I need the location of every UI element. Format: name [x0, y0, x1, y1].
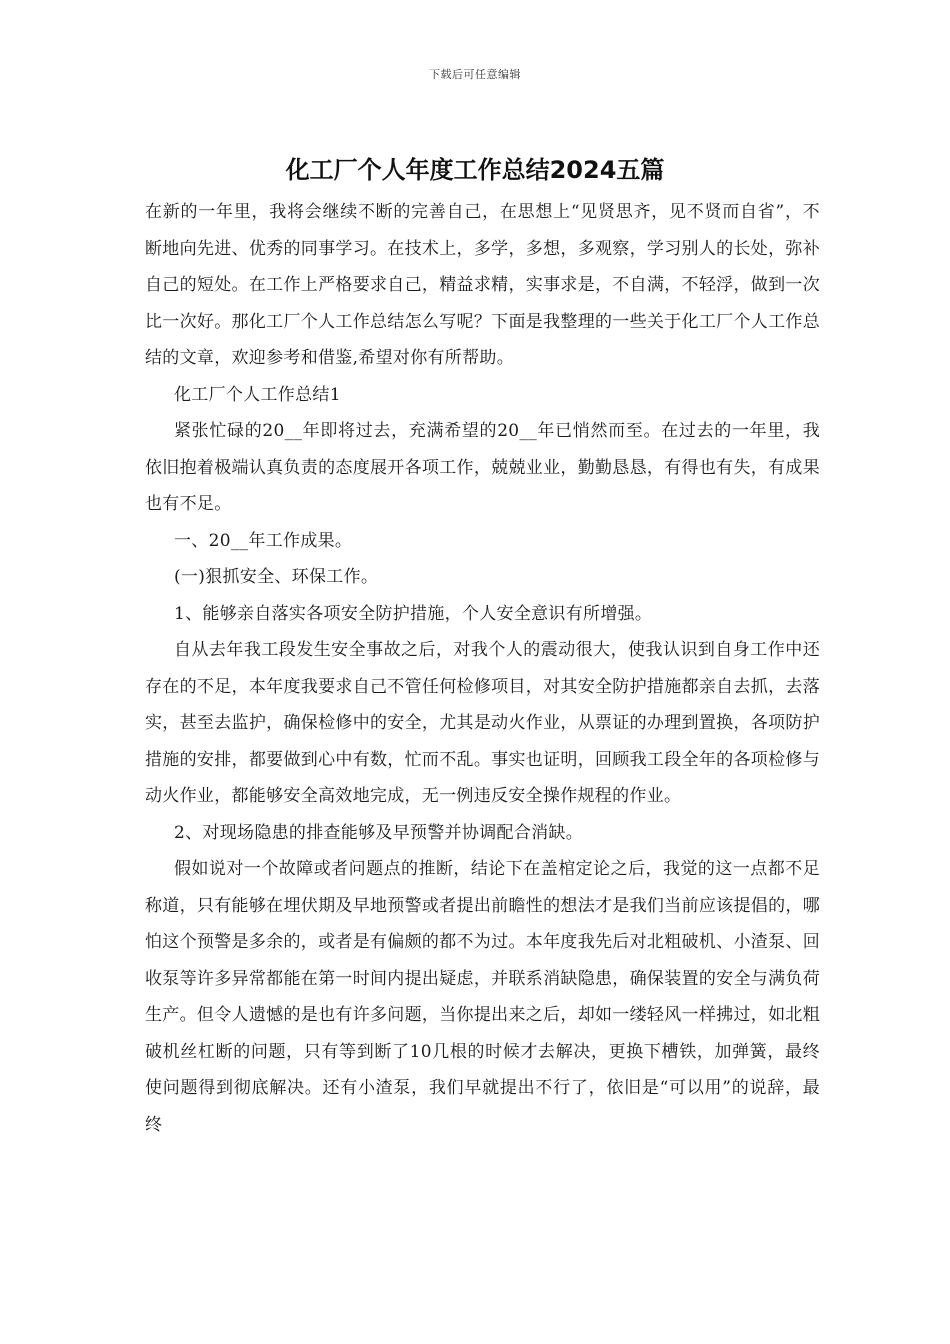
body-paragraph: 自从去年我工段发生安全事故之后，对我个人的震动很大，使我认识到自身工作中还存在的不足，本年度我要求自己不管任何检修项目，对其安全防护措施都亲自去抓，去落实，甚至去监护，确保检修中的安全，尤其是动火作业，从票证的办理到置换，各项防护措施的安排，都要做到心中有数，忙而不乱。事实也证明，回顾我工段全年的各项检修与动火作业，都能够安全高效地完成，无一例违反安全操作规程的作业。 — [145, 640, 820, 806]
document-title: 化工厂个人年度工作总结2024五篇 — [285, 156, 665, 184]
section-heading: 化工厂个人工作总结1 — [174, 384, 341, 405]
body-paragraph: 假如说对一个故障或者问题点的推断，结论下在盖棺定论之后，我觉的这一点都不足称道，只有能够在埋伏期及早地预警或者提出前瞻性的想法才是我们当前应该提倡的，哪怕这个预警是多余的，或者是有偏颇的都不为过。本年度我先后对北粗破机、小渣泵、回收泵等许多异常都能在第一时间内提出疑虑，并联系消缺隐患，确保装置的安全与满负荷生产。但令人遗憾的是也有许多问题，当你提出来之后，却如一缕轻风一样拂过，如北粗破机丝杠断的问题，只有等到断了10几根的时候才去解决，更换下槽铁，加弹簧，最终使问题得到彻底解决。还有小渣泵，我们早就提出不行了，依旧是“可以用”的说辞，最终 — [145, 859, 820, 1135]
list-item: 2、对现场隐患的排查能够及早预警并协调配合消缺。 — [174, 822, 584, 843]
body-paragraph: 紧张忙碌的20__年即将过去，充满希望的20__年已悄然而至。在过去的一年里，我依旧抱着极端认真负责的态度展开各项工作，兢兢业业，勤勤恳恳，有得也有失，有成果也有不足。 — [145, 421, 820, 514]
subheading: (一)狠抓安全、环保工作。 — [174, 567, 379, 587]
list-item: 1、能够亲自落实各项安全防护措施，个人安全意识有所增强。 — [174, 603, 653, 624]
subheading: 一、20__年工作成果。 — [174, 530, 353, 551]
intro-paragraph: 在新的一年里，我将会继续不断的完善自己，在思想上“见贤思齐，见不贤而自省”，不断地向先进、优秀的同事学习。在技术上，多学，多想，多观察，学习别人的长处，弥补自己的短处。在工作上严格要求自己，精益求精，实事求是，不自满，不轻浮，做到一次比一次好。那化工厂个人工作总结怎么写呢？下面是我整理的一些关于化工厂个人工作总结的文章，欢迎参考和借鉴,希望对你有所帮助。 — [145, 202, 820, 368]
document-body — [145, 194, 820, 1143]
header-note: 下载后可任意编辑 — [429, 68, 521, 81]
